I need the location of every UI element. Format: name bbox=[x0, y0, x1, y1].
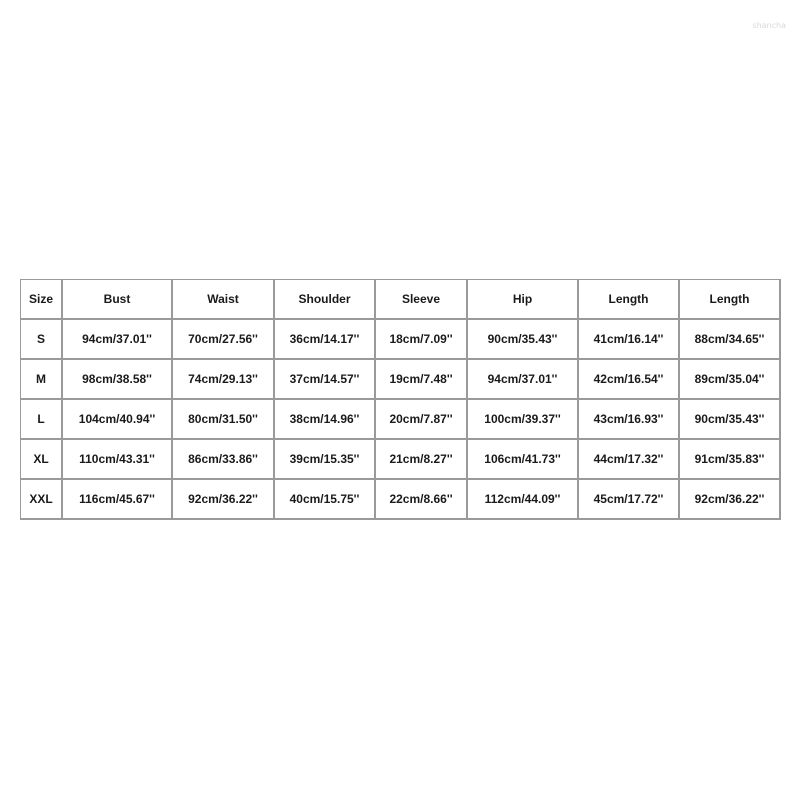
table-row bbox=[21, 360, 781, 400]
cell-hip: 112cm/44.09'' bbox=[468, 480, 579, 520]
cell-bust: 98cm/38.58'' bbox=[63, 360, 173, 400]
cell-sleeve: 19cm/7.48'' bbox=[376, 360, 468, 400]
table-row bbox=[21, 400, 781, 440]
cell-shoulder: 36cm/14.17'' bbox=[275, 320, 376, 360]
cell-size: XL bbox=[21, 440, 63, 480]
header-shoulder: Shoulder bbox=[275, 280, 376, 320]
cell-hip: 100cm/39.37'' bbox=[468, 400, 579, 440]
cell-length: 91cm/35.83'' bbox=[680, 440, 781, 480]
cell-length: 88cm/34.65'' bbox=[680, 320, 781, 360]
header-waist: Waist bbox=[173, 280, 275, 320]
cell-shoulder: 37cm/14.57'' bbox=[275, 360, 376, 400]
table-row bbox=[21, 480, 781, 520]
cell-hip: 94cm/37.01'' bbox=[468, 360, 579, 400]
cell-size: M bbox=[21, 360, 63, 400]
cell-waist: 70cm/27.56'' bbox=[173, 320, 275, 360]
cell-hip: 106cm/41.73'' bbox=[468, 440, 579, 480]
table-row bbox=[21, 440, 781, 480]
cell-sleeve: 22cm/8.66'' bbox=[376, 480, 468, 520]
header-bust: Bust bbox=[63, 280, 173, 320]
table-row bbox=[21, 320, 781, 360]
size-chart-table bbox=[20, 279, 781, 520]
cell-size: L bbox=[21, 400, 63, 440]
header-sleeve: Sleeve bbox=[376, 280, 468, 320]
cell-length: 44cm/17.32'' bbox=[579, 440, 680, 480]
cell-bust: 116cm/45.67'' bbox=[63, 480, 173, 520]
cell-waist: 86cm/33.86'' bbox=[173, 440, 275, 480]
cell-length: 43cm/16.93'' bbox=[579, 400, 680, 440]
cell-size: XXL bbox=[21, 480, 63, 520]
cell-length: 92cm/36.22'' bbox=[680, 480, 781, 520]
cell-length: 41cm/16.14'' bbox=[579, 320, 680, 360]
cell-size: S bbox=[21, 320, 63, 360]
cell-length: 90cm/35.43'' bbox=[680, 400, 781, 440]
cell-length: 45cm/17.72'' bbox=[579, 480, 680, 520]
table-header-row bbox=[21, 280, 781, 320]
header-hip: Hip bbox=[468, 280, 579, 320]
cell-shoulder: 38cm/14.96'' bbox=[275, 400, 376, 440]
watermark-text: shancha bbox=[752, 21, 786, 30]
cell-waist: 80cm/31.50'' bbox=[173, 400, 275, 440]
cell-bust: 110cm/43.31'' bbox=[63, 440, 173, 480]
cell-waist: 92cm/36.22'' bbox=[173, 480, 275, 520]
cell-shoulder: 40cm/15.75'' bbox=[275, 480, 376, 520]
cell-sleeve: 21cm/8.27'' bbox=[376, 440, 468, 480]
cell-sleeve: 20cm/7.87'' bbox=[376, 400, 468, 440]
cell-waist: 74cm/29.13'' bbox=[173, 360, 275, 400]
cell-length: 42cm/16.54'' bbox=[579, 360, 680, 400]
cell-shoulder: 39cm/15.35'' bbox=[275, 440, 376, 480]
header-length: Length bbox=[680, 280, 781, 320]
cell-bust: 94cm/37.01'' bbox=[63, 320, 173, 360]
cell-hip: 90cm/35.43'' bbox=[468, 320, 579, 360]
header-length: Length bbox=[579, 280, 680, 320]
cell-length: 89cm/35.04'' bbox=[680, 360, 781, 400]
cell-sleeve: 18cm/7.09'' bbox=[376, 320, 468, 360]
header-size: Size bbox=[21, 280, 63, 320]
cell-bust: 104cm/40.94'' bbox=[63, 400, 173, 440]
